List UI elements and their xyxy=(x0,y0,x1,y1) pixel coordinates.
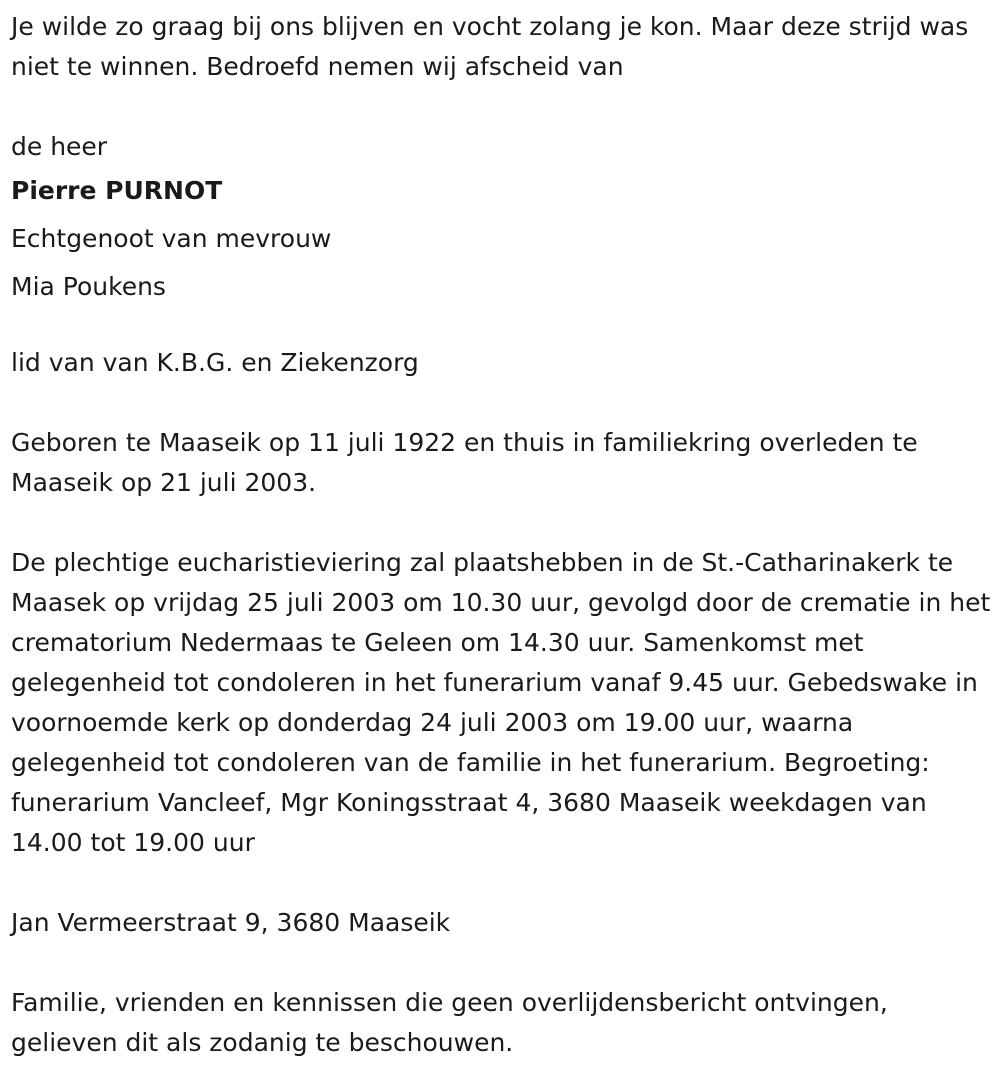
spouse-label: Echtgenoot van mevrouw xyxy=(11,224,332,253)
intro-paragraph: Je wilde zo graag bij ons blijven en vocht zolang je kon. Maar deze strijd was niet te winnen. Bedroefd nemen wij afscheid van xyxy=(11,12,969,81)
obituary-notice xyxy=(11,7,993,1063)
title-label: de heer xyxy=(11,132,108,161)
spouse-name: Mia Poukens xyxy=(11,272,166,301)
membership-text: lid van van K.B.G. en Ziekenzorg xyxy=(11,348,419,377)
ceremony-paragraph: De plechtige eucharistieviering zal plaatshebben in de St.-Catharinakerk te Maasek op vrijdag 25 juli 2003 om 10.30 uur, gevolgd door de crematie in het crematorium Nedermaas te Geleen om 14.30 uur. Samenkomst met gelegenheid tot condoleren in het funerarium vanaf 9.45 uur. Gebedswake in voornoemde kerk op donderdag 24 juli 2003 om 19.00 uur, waarna gelegenheid tot condoleren van de familie in het funerarium. Begroeting: funerarium Vancleef, Mgr Koningsstraat 4, 3680 Maaseik weekdagen van 14.00 tot 19.00 uur xyxy=(11,548,991,857)
address-text: Jan Vermeerstraat 9, 3680 Maaseik xyxy=(11,908,451,937)
deceased-name: Pierre PURNOT xyxy=(11,176,223,205)
birth-death-paragraph: Geboren te Maaseik op 11 juli 1922 en thuis in familiekring overleden te Maaseik op 21 juli 2003. xyxy=(11,428,918,497)
closing-paragraph: Familie, vrienden en kennissen die geen overlijdensbericht ontvingen, gelieven dit als zodanig te beschouwen. xyxy=(11,988,888,1057)
